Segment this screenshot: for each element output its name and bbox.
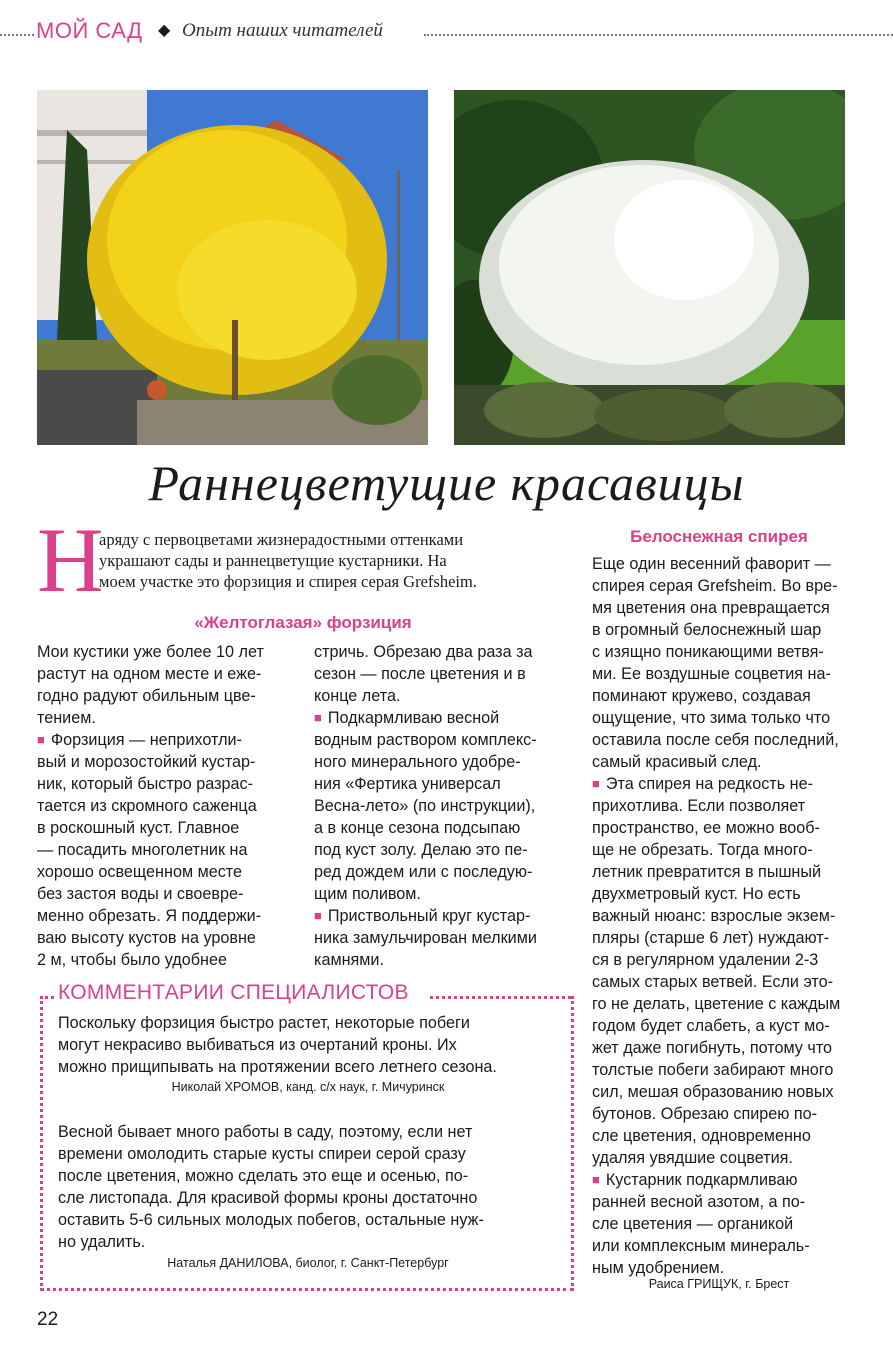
text-line: в огромный белоснежный шар (592, 621, 822, 639)
text-line: спирея серая Grefsheim. Во вре- (592, 577, 838, 595)
text-line: двухметровый куст. Но есть (592, 885, 801, 903)
text-line: камнями. (314, 951, 384, 969)
text-line: пространство, ее можно вооб- (592, 819, 820, 837)
article-title: Раннецветущие красавицы (148, 455, 745, 511)
spirea-photo (454, 90, 845, 445)
text-line: сле цветения, одновременно (592, 1127, 811, 1145)
text-line: самых старых ветвей. Если это- (592, 973, 833, 991)
header-diamond-icon: ◆ (158, 22, 171, 39)
comments-title: КОММЕНТАРИИ СПЕЦИАЛИСТОВ (58, 981, 409, 1004)
text-line: ранней весной азотом, а по- (592, 1193, 806, 1211)
text-line: — посадить многолетник на (37, 841, 248, 859)
text-line: Весной бывает много работы в саду, поэтому, если нет (58, 1123, 473, 1141)
text-line: ник, который быстро разрас- (37, 775, 254, 793)
bullet-square-icon: ■ (314, 908, 322, 923)
text-line: вый и морозостойкий кустар- (37, 753, 256, 771)
forsythia-column-1 (37, 641, 292, 971)
text-line: сезон — после цветения и в (314, 665, 526, 683)
text-line: но удалить. (58, 1233, 146, 1251)
text-line: ■ Форзиция — неприхотли- (37, 731, 242, 749)
bullet-square-icon: ■ (37, 732, 45, 747)
text-line: под куст золу. Делаю это пе- (314, 841, 528, 859)
text-line: годно радуют обильным цве- (37, 687, 256, 705)
text-line: после цветения, можно сделать это еще и осенью, по- (58, 1167, 469, 1185)
text-line: сле цветения — органикой (592, 1215, 794, 1233)
text-line: менно обрезать. Я поддержи- (37, 907, 262, 925)
forsythia-heading: «Желтоглазая» форзиция (194, 613, 412, 632)
page-number: 22 (37, 1309, 59, 1330)
text-line: ника замульчирован мелкими (314, 929, 537, 947)
comment-second-author: Наталья ДАНИЛОВА, биолог, г. Санкт-Петербург (167, 1256, 449, 1270)
text-line: щим поливом. (314, 885, 421, 903)
section-title: МОЙ САД (36, 18, 143, 43)
forsythia-photo (37, 90, 428, 445)
comments-box-top-right-border (430, 996, 571, 999)
text-line: удаляя увядшие соцветия. (592, 1149, 793, 1167)
text-line: ваю высоту кустов на уровне (37, 929, 256, 947)
text-line: бутонов. Обрезаю спирею по- (592, 1105, 818, 1123)
text-line: ния «Фертика универсал (314, 775, 501, 793)
intro-line: аряду с первоцветами жизнерадостными оттенками (99, 530, 464, 549)
text-line: хорошо освещенном месте (37, 863, 243, 881)
text-line: сил, мешая образованию новых (592, 1083, 834, 1101)
intro-line: моем участке это форзиция и спирея серая Grefsheim. (99, 572, 477, 591)
text-line: поминают кружево, создавая (592, 687, 811, 705)
text-line: Весна-лето» (по инструкции), (314, 797, 536, 815)
spirea-column (592, 553, 847, 1279)
text-line: конце лета. (314, 687, 401, 705)
text-line: могут некрасиво выбиваться из очертаний кроны. Их (58, 1036, 457, 1054)
comments-box-top-left-border (40, 996, 54, 999)
text-line: самый красивый след. (592, 753, 762, 771)
text-line: 2 м, чтобы было удобнее (37, 951, 227, 969)
text-line: оставила после себя последний, (592, 731, 839, 749)
section-subtitle: Опыт наших читателей (182, 20, 383, 41)
text-line: или комплексным минераль- (592, 1237, 810, 1255)
text-line: летник превратится в пышный (592, 863, 822, 881)
text-line: ■ Подкармливаю весной (314, 709, 500, 727)
comment-second (58, 1121, 558, 1253)
text-line: водным раствором комплекс- (314, 731, 537, 749)
text-line: ще не обрезать. Тогда много- (592, 841, 813, 859)
comment-first-author: Николай ХРОМОВ, канд. с/х наук, г. Мичуринск (171, 1080, 445, 1094)
bullet-square-icon: ■ (592, 1172, 600, 1187)
text-line: ■ Эта спирея на редкость не- (592, 775, 813, 793)
forsythia-column-2 (314, 641, 569, 971)
text-line: тением. (37, 709, 96, 727)
text-line: растут на одном месте и еже- (37, 665, 262, 683)
text-line: ощущение, что зима только что (592, 709, 831, 727)
text-line: толстые побеги забирают много (592, 1061, 834, 1079)
text-line: мя цветения она превращается (592, 599, 830, 617)
header-dots-left (0, 34, 34, 36)
text-line: ■ Приствольный круг кустар- (314, 907, 531, 925)
text-line: без застоя воды и своевре- (37, 885, 244, 903)
spirea-heading: Белоснежная спирея (630, 527, 808, 546)
text-line: пляры (старше 6 лет) нуждают- (592, 929, 830, 947)
dropcap-letter: Н (37, 509, 104, 611)
text-line: важный нюанс: взрослые экзем- (592, 907, 836, 925)
text-line: оставить 5-6 сильных молодых побегов, остальные нуж- (58, 1211, 484, 1229)
text-line: стричь. Обрезаю два раза за (314, 643, 533, 661)
bullet-square-icon: ■ (314, 710, 322, 725)
text-line: годом будет слабеть, а куст мо- (592, 1017, 830, 1035)
intro-paragraph (99, 529, 569, 592)
spirea-author: Раиса ГРИЩУК, г. Брест (648, 1277, 790, 1291)
comment-first (58, 1012, 558, 1078)
text-line: жет даже погибнуть, потому что (592, 1039, 833, 1057)
text-line: а в конце сезона подсыпаю (314, 819, 521, 837)
text-line: ся в регулярном удалении 2-3 (592, 951, 819, 969)
text-line: ми. Ее воздушные соцветия на- (592, 665, 831, 683)
text-line: с изящно поникающими ветвя- (592, 643, 824, 661)
intro-line: украшают сады и раннецветущие кустарники. На (99, 551, 447, 570)
text-line: сле листопада. Для красивой формы кроны достаточно (58, 1189, 478, 1207)
text-line: го не делать, цветение с каждым (592, 995, 841, 1013)
text-line: времени омолодить старые кусты спиреи серой сразу (58, 1145, 466, 1163)
text-line: Еще один весенний фаворит — (592, 555, 831, 573)
text-line: прихотлива. Если позволяет (592, 797, 806, 815)
bullet-square-icon: ■ (592, 776, 600, 791)
text-line: можно прищипывать на протяжении всего летнего сезона. (58, 1058, 497, 1076)
text-line: ■ Кустарник подкармливаю (592, 1171, 798, 1189)
text-line: Поскольку форзиция быстро растет, некоторые побеги (58, 1014, 470, 1032)
text-line: ным удобрением. (592, 1259, 725, 1277)
text-line: в роскошный куст. Главное (37, 819, 240, 837)
text-line: ред дождем или с последую- (314, 863, 533, 881)
text-line: тается из скромного саженца (37, 797, 257, 815)
header-dots-right (424, 34, 893, 36)
text-line: ного минерального удобре- (314, 753, 521, 771)
text-line: Мои кустики уже более 10 лет (37, 643, 264, 661)
